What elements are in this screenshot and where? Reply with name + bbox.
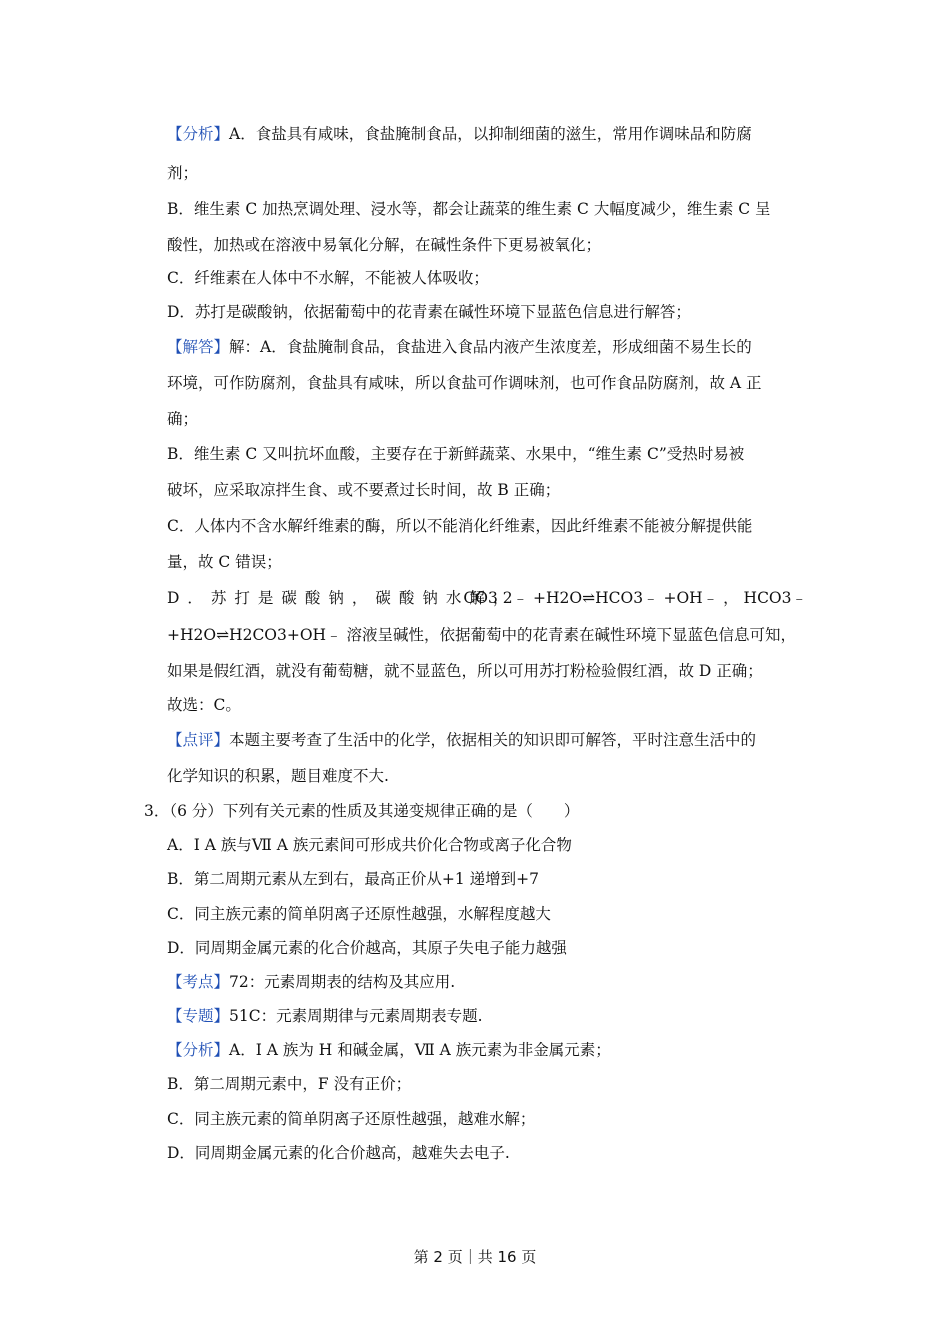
q3-analysis-a: 【分析】A．Ⅰ A 族为 H 和碱金属，Ⅶ A 族元素为非金属元素； (167, 1041, 611, 1059)
q2-answer-a-line3: 确； (167, 410, 199, 428)
q2-analysis-a-line2: 剂； (167, 164, 199, 182)
q2-answer-c-line1: C．人体内不含水解纤维素的酶，所以不能消化纤维素，因此纤维素不能被分解提供能 (167, 517, 753, 535)
q2-answer-b-line2: 破坏，应采取凉拌生食、或不要煮过长时间，故 B 正确； (167, 481, 561, 499)
q2-analysis-a-line1: 【分析】A．食盐具有咸味，食盐腌制食品，以抑制细菌的滋生，常用作调味品和防腐 (167, 125, 752, 143)
q3-option-b: B．第二周期元素从左到右，最高正价从+1 递增到+7 (167, 870, 540, 888)
comment-tag: 【点评】 (167, 731, 230, 749)
q3-analysis-b: B．第二周期元素中，F 没有正价； (167, 1075, 412, 1093)
q2-answer-d-line3: 如果是假红酒，就没有葡萄糖，就不显蓝色，所以可用苏打粉检验假红酒，故 D 正确； (167, 662, 763, 680)
q3-stem: 3．（6 分）下列有关元素的性质及其递变规律正确的是（ ） (144, 802, 580, 820)
answer-d-prefix: D．苏打是碳酸钠，碳酸钠水解， (167, 589, 517, 607)
page-footer: 第 2 页｜共 16 页 (413, 1248, 537, 1266)
analysis-tag: 【分析】 (167, 1041, 230, 1059)
q3-kaodian: 【考点】72：元素周期表的结构及其应用. (167, 973, 456, 991)
q2-analysis-c: C．纤维素在人体中不水解，不能被人体吸收； (167, 269, 489, 287)
q2-analysis-b-line2: 酸性，加热或在溶液中易氧化分解，在碱性条件下更易被氧化； (167, 236, 602, 254)
question-number: 3． (144, 802, 170, 820)
q2-answer-b-line1: B．维生素 C 又叫抗坏血酸，主要存在于新鲜蔬菜、水果中，“维生素 C”受热时易被 (167, 445, 745, 463)
q2-analysis-b-line1: B．维生素 C 加热烹调处理、浸水等，都会让蔬菜的维生素 C 大幅度减少，维生素 C 呈 (167, 200, 771, 218)
q2-choose: 故选：C。 (167, 696, 241, 714)
q2-answer-d-line1 (167, 588, 807, 608)
analysis-tag: 【分析】 (167, 125, 230, 143)
equation-1: CO3 2﹣ +H2O⇌HCO3﹣ +OH﹣ ， HCO3﹣ (463, 589, 807, 607)
q2-comment-line1: 【点评】本题主要考查了生活中的化学，依据相关的知识即可解答，平时注意生活中的 (167, 731, 757, 749)
q3-option-c: C．同主族元素的简单阴离子还原性越强，水解程度越大 (167, 905, 551, 923)
q2-answer-c-line2: 量，故 C 错误； (167, 553, 282, 571)
q2-analysis-d: D．苏打是碳酸钠，依据葡萄中的花青素在碱性环境下显蓝色信息进行解答； (167, 303, 691, 321)
q2-comment-line2: 化学知识的积累，题目难度不大. (167, 767, 389, 785)
q2-answer-a-line2: 环境，可作防腐剂，食盐具有咸味，所以食盐可作调味剂，也可作食品防腐剂，故 A 正 (167, 374, 762, 392)
q3-option-d: D．同周期金属元素的化合价越高，其原子失电子能力越强 (167, 939, 567, 957)
q3-zhuanti: 【专题】51C：元素周期律与元素周期表专题. (167, 1007, 483, 1025)
q2-answer-a-line1: 【解答】解：A．食盐腌制食品，食盐进入食品内液产生浓度差，形成细菌不易生长的 (167, 338, 752, 356)
q2-answer-d-line2: +H2O⇌H2CO3+OH﹣ 溶液呈碱性，依据葡萄中的花青素在碱性环境下显蓝色信息可知， (167, 626, 797, 644)
q3-analysis-c: C．同主族元素的简单阴离子还原性越强，越难水解； (167, 1110, 536, 1128)
kaodian-tag: 【考点】 (167, 973, 230, 991)
zhuanti-tag: 【专题】 (167, 1007, 230, 1025)
q3-analysis-d: D．同周期金属元素的化合价越高，越难失去电子. (167, 1144, 510, 1162)
q3-option-a: A．Ⅰ A 族与Ⅶ A 族元素间可形成共价化合物或离子化合物 (167, 836, 572, 854)
answer-tag: 【解答】 (167, 338, 230, 356)
